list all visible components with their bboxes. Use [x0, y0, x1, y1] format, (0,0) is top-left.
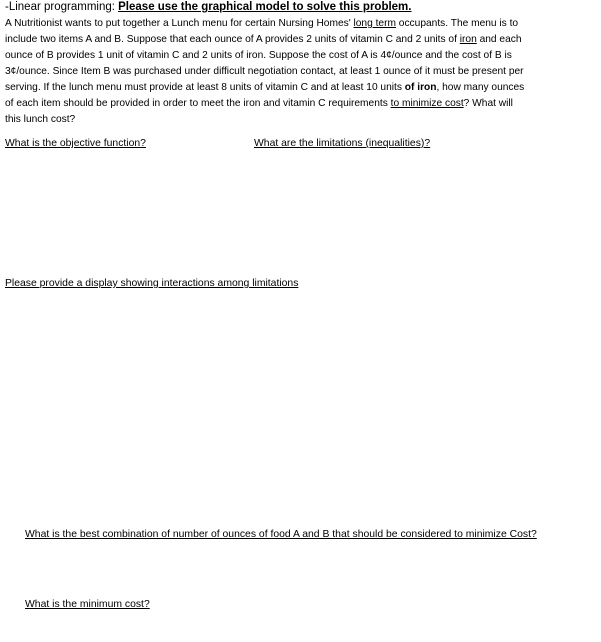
- title-prefix: -Linear programming:: [5, 1, 115, 13]
- problem-line-3: ounce of B provides 1 unit of vitamin C and 2 units of iron. Suppose the cost of A is 4¢/ounce and the cost of B is: [5, 50, 512, 61]
- title-instruction: Please use the graphical model to solve this problem.: [118, 1, 412, 13]
- question-limitations: What are the limitations (inequalities)?: [254, 138, 431, 149]
- problem-line-7: this lunch cost?: [5, 114, 76, 125]
- question-minimum-cost: What is the minimum cost?: [25, 599, 150, 610]
- underlined-term: iron: [459, 34, 477, 45]
- title-line: [5, 0, 411, 15]
- question-objective-function: What is the objective function?: [5, 138, 146, 149]
- bold-term: of iron: [404, 82, 437, 93]
- problem-text: serving. If the lunch menu must provide at least 8 units of vitamin C and at least 10 units: [5, 82, 405, 93]
- problem-line-1: [5, 16, 595, 32]
- underlined-term: to minimize cost: [390, 98, 464, 109]
- question-display: Please provide a display showing interactions among limitations: [5, 278, 299, 289]
- problem-text: of each item should be provided in order to meet the iron and vitamin C requirements: [5, 98, 391, 109]
- problem-line-6: [5, 96, 595, 112]
- problem-text: and each: [476, 34, 522, 45]
- problem-text: occupants. The menu is to: [395, 18, 519, 29]
- question-best-combination: What is the best combination of number of ounces of food A and B that should be considered to minimize Cost?: [25, 529, 537, 540]
- problem-line-2: [5, 32, 595, 48]
- problem-text: A Nutritionist wants to put together a Lunch menu for certain Nursing Homes': [5, 18, 354, 29]
- problem-text: include two items A and B. Suppose that each ounce of A provides 2 units of vitamin C and 2 units of: [5, 34, 460, 45]
- problem-statement: [5, 16, 595, 128]
- problem-text: , how many ounces: [436, 82, 525, 93]
- problem-line-5: [5, 80, 595, 96]
- problem-line-4: 3¢/ounce. Since Item B was purchased under difficult negotiation contact, at least 1 ounce of it must be present per: [5, 66, 524, 77]
- underlined-term: long term: [353, 18, 396, 29]
- problem-text: ? What will: [463, 98, 513, 109]
